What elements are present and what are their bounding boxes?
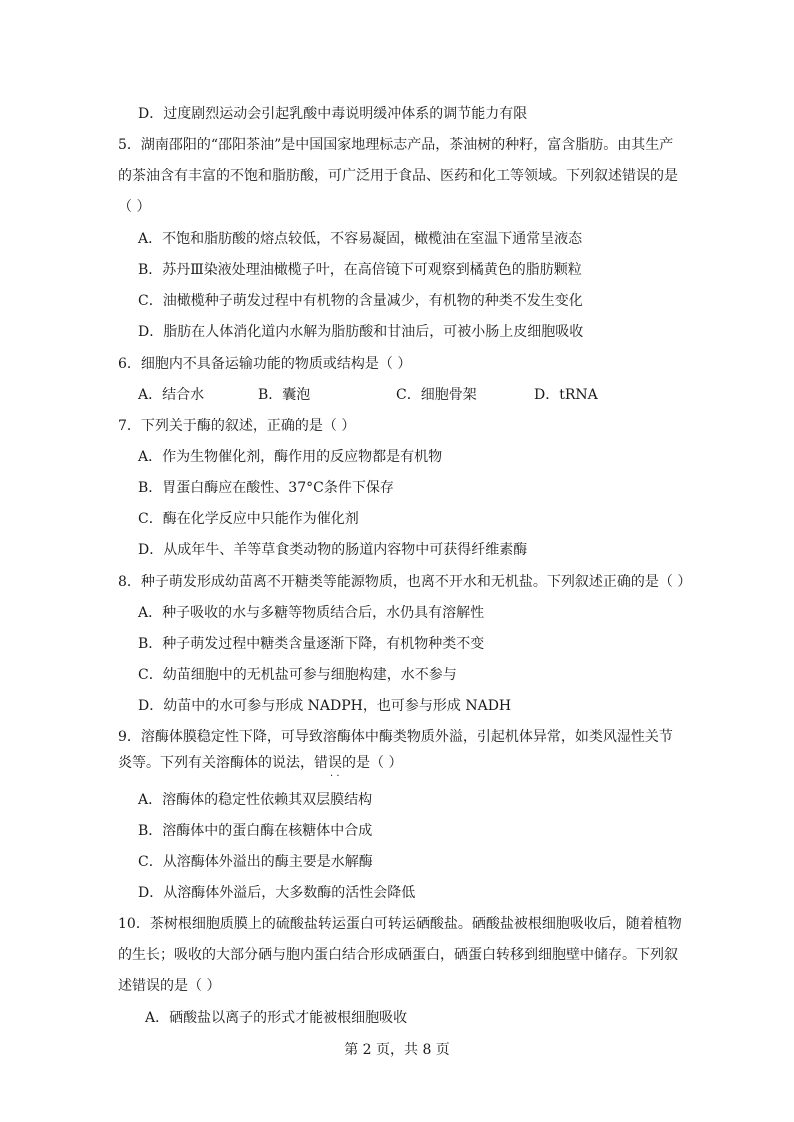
page-footer: 第 2 页，共 8 页 (344, 1042, 450, 1058)
q9-option-b: B．溶酶体中的蛋白酶在核糖体中合成 (138, 823, 373, 839)
q8-option-c: C．幼苗细胞中的无机盐可参与细胞构建，水不参与 (138, 667, 457, 683)
q9-option-c: C．从溶酶体外溢出的酶主要是水解酶 (138, 854, 373, 870)
q6-option-b: B．囊泡 (258, 387, 311, 403)
q5-option-a: A．不饱和脂肪酸的熔点较低，不容易凝固，橄榄油在室温下通常呈液态 (138, 231, 583, 247)
q10-stem-line-2: 的生长；吸收的大部分硒与胞内蛋白结合形成硒蛋白，硒蛋白转移到细胞壁中储存。下列叙 (118, 947, 678, 963)
q10-option-a: A．硒酸盐以离子的形式才能被根细胞吸收 (145, 1010, 408, 1026)
q8-stem: 8．种子萌发形成幼苗离不开糖类等能源物质，也离不开水和无机盐。下列叙述正确的是（ ） (118, 574, 692, 590)
q5-option-c: C．油橄榄种子萌发过程中有机物的含量减少，有机物的种类不发生变化 (138, 293, 583, 309)
q7-option-b: B．胃蛋白酶应在酸性、37°C条件下保存 (138, 480, 394, 496)
q10-stem-line-3: 述错误的是（ ） (118, 978, 221, 994)
q9-stem-line-1: 9．溶酶体膜稳定性下降，可导致溶酶体中酶类物质外溢，引起机体异常，如类风湿性关节 (118, 729, 673, 745)
q7-stem: 7．下列关于酶的叙述，正确的是（ ） (118, 418, 356, 434)
q6-option-a: A．结合水 (138, 387, 205, 403)
emphasis-dots: · · (330, 771, 340, 782)
q5-stem-line-1: 5．湖南邵阳的“邵阳茶油”是中国国家地理标志产品，茶油树的种籽，富含脂肪。由其生产 (118, 137, 674, 153)
q7-option-a: A．作为生物催化剂，酶作用的反应物都是有机物 (138, 449, 443, 465)
q6-stem: 6．细胞内不具备运输功能的物质或结构是（ ） (118, 356, 412, 372)
q6-option-c: C．细胞骨架 (396, 387, 477, 403)
q6-options-row (138, 385, 698, 405)
q8-option-d: D．幼苗中的水可参与形成 NADPH，也可参与形成 NADH (138, 698, 512, 714)
q10-stem-line-1: 10．茶树根细胞质膜上的硫酸盐转运蛋白可转运硒酸盐。硒酸盐被根细胞吸收后，随着植物 (118, 916, 682, 932)
q7-option-d: D．从成年牛、羊等草食类动物的肠道内容物中可获得纤维素酶 (138, 542, 528, 558)
q9-stem-line-2: 炎等。下列有关溶酶体的说法，错误的是（ ） (118, 755, 403, 771)
q8-option-a: A．种子吸收的水与多糖等物质结合后，水仍具有溶解性 (138, 605, 485, 621)
q5-option-b: B．苏丹Ⅲ染液处理油橄榄子叶，在高倍镜下可观察到橘黄色的脂肪颗粒 (138, 262, 582, 278)
q9-option-a: A．溶酶体的稳定性依赖其双层膜结构 (138, 792, 373, 808)
q5-stem-line-2: 的茶油含有丰富的不饱和脂肪酸，可广泛用于食品、医药和化工等领域。下列叙述错误的是 (118, 168, 678, 184)
q9-option-d: D．从溶酶体外溢后，大多数酶的活性会降低 (138, 885, 416, 901)
q5-option-d: D．脂肪在人体消化道内水解为脂肪酸和甘油后，可被小肠上皮细胞吸收 (138, 324, 584, 340)
q7-option-c: C．酶在化学反应中只能作为催化剂 (138, 511, 359, 527)
q6-option-d: D．tRNA (534, 387, 598, 403)
q4-option-d: D．过度剧烈运动会引起乳酸中毒说明缓冲体系的调节能力有限 (138, 106, 528, 122)
q8-option-b: B．种子萌发过程中糖类含量逐渐下降，有机物种类不变 (138, 636, 485, 652)
q5-stem-line-3: （ ） (118, 199, 151, 215)
